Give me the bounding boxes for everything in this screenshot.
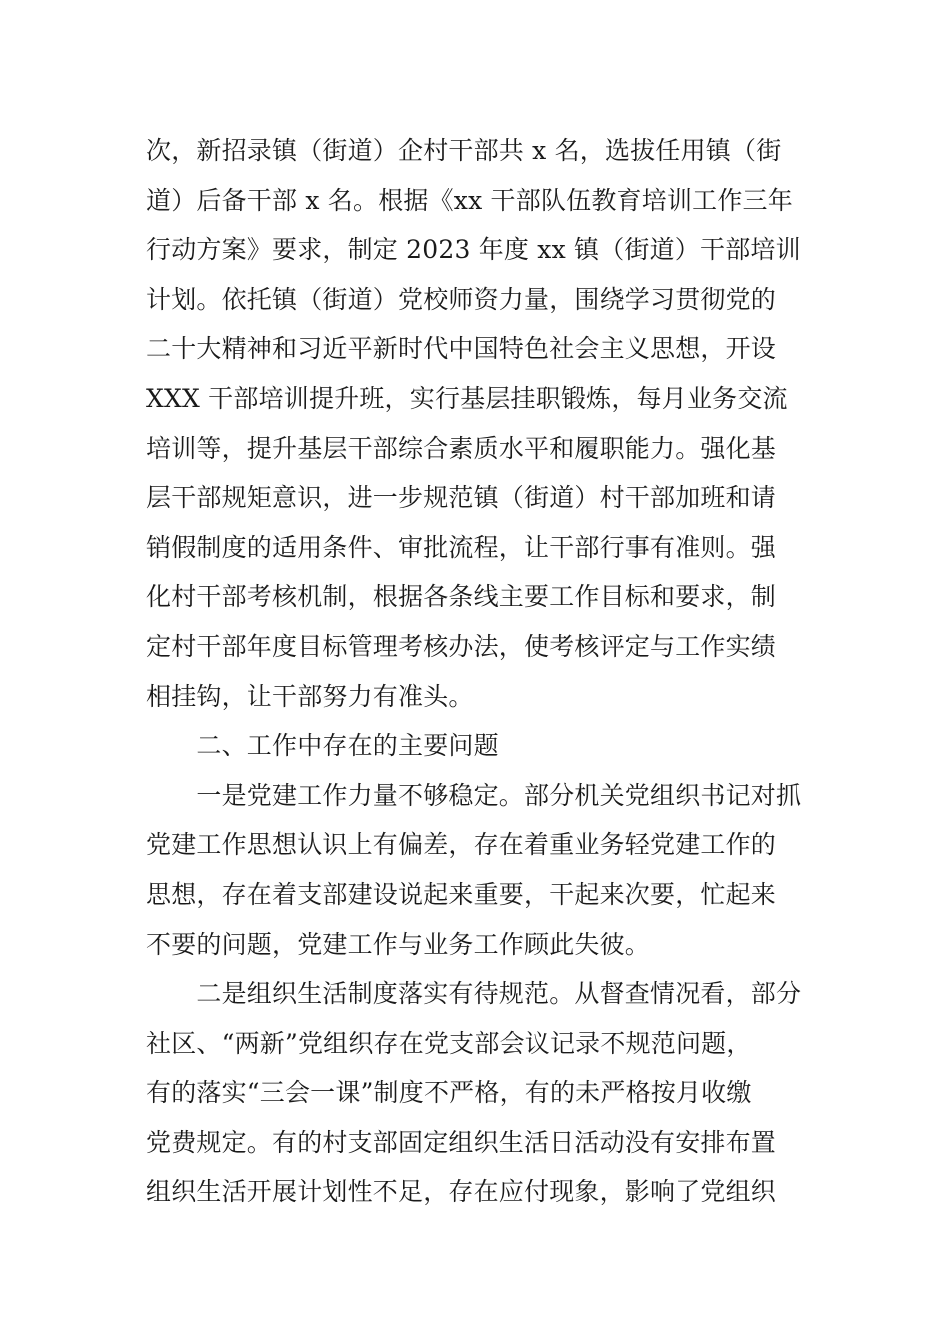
text-line: 行动方案》要求，制定 2023 年度 xx 镇（街道）干部培训 [146, 235, 801, 265]
text-line: 思想，存在着支部建设说起来重要，干起来次要，忙起来 [146, 879, 777, 909]
text-line: 不要的问题，党建工作与业务工作顾此失彼。 [146, 929, 651, 959]
text-line: 相挂钩，让干部努力有准头。 [146, 681, 474, 711]
text-line: 社区、“两新”党组织存在党支部会议记录不规范问题， [146, 1028, 752, 1058]
text-line: 定村干部年度目标管理考核办法，使考核评定与工作实绩 [146, 631, 777, 661]
text-line: 道）后备干部 x 名。根据《xx 干部队伍教育培训工作三年 [146, 185, 793, 215]
text-line: 组织生活开展计划性不足，存在应付现象，影响了党组织 [146, 1177, 777, 1207]
text-line: 销假制度的适用条件、审批流程，让干部行事有准则。强 [146, 532, 777, 562]
text-line: XXX 干部培训提升班，实行基层挂职锻炼，每月业务交流 [146, 383, 788, 413]
text-line: 党费规定。有的村支部固定组织生活日活动没有安排布置 [146, 1127, 777, 1157]
text-line: 有的落实“三会一课”制度不严格，有的未严格按月收缴 [146, 1078, 752, 1108]
text-line: 化村干部考核机制，根据各条线主要工作目标和要求，制 [146, 582, 777, 612]
text-line: 一是党建工作力量不够稳定。部分机关党组织书记对抓 [146, 780, 802, 810]
text-line: 层干部规矩意识，进一步规范镇（街道）村干部加班和请 [146, 483, 777, 513]
text-line: 二十大精神和习近平新时代中国特色社会主义思想，开设 [146, 334, 777, 364]
section-heading: 二、工作中存在的主要问题 [146, 731, 499, 761]
text-line: 党建工作思想认识上有偏差，存在着重业务轻党建工作的 [146, 830, 777, 860]
text-line: 次，新招录镇（街道）企村干部共 x 名，选拔任用镇（街 [146, 136, 782, 165]
body-text [146, 126, 816, 1217]
text-line: 培训等，提升基层干部综合素质水平和履职能力。强化基 [146, 433, 777, 463]
text-line: 二是组织生活制度落实有待规范。从督查情况看，部分 [146, 979, 802, 1009]
text-line: 计划。依托镇（街道）党校师资力量，围绕学习贯彻党的 [146, 284, 777, 314]
